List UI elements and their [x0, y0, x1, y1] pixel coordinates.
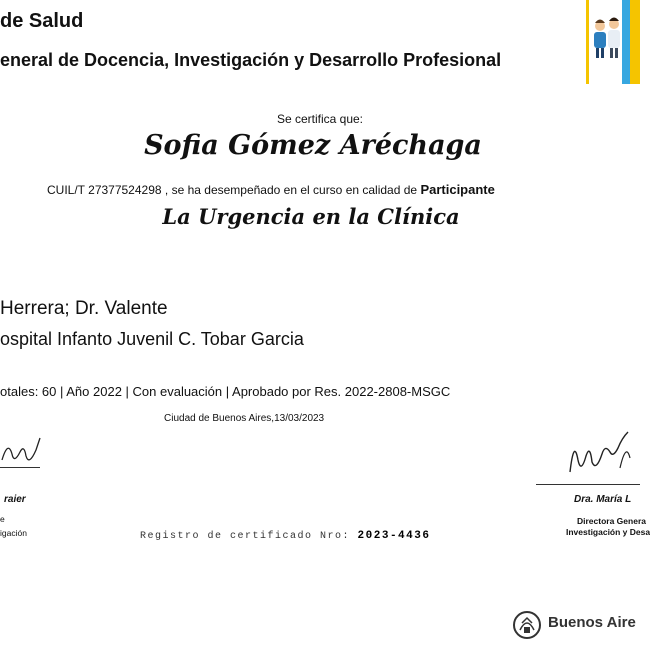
recipient-name: Sofia Gómez Aréchaga — [144, 130, 482, 161]
certify-label: Se certifica que: — [276, 112, 364, 126]
right-signature-line — [536, 484, 640, 485]
instructors: Herrera; Dr. Valente — [0, 298, 168, 319]
role-text: , se ha desempeñado en el curso en calidad de — [164, 183, 418, 197]
registry-label: Registro de certificado Nro: — [140, 531, 351, 542]
ministry-title: de Salud — [0, 10, 84, 32]
institution: ospital Infanto Juvenil C. Tobar Garcia — [0, 329, 304, 349]
left-signer-title-1: e — [0, 514, 5, 524]
doctors-logo-icon — [586, 0, 640, 84]
course-info: otales: 60 | Año 2022 | Con evaluación | Aprobado por Res. 2022-2808-MSGC — [0, 384, 451, 399]
certificate-registry — [140, 530, 430, 542]
role-value: Participante — [420, 182, 495, 197]
cuil-number: 27377524298 — [88, 183, 162, 197]
left-signer-name: raier — [4, 494, 26, 505]
direction-title: eneral de Docencia, Investigación y Desarrollo Profesional — [0, 50, 502, 70]
right-signer-title-1: Directora Genera — [577, 516, 646, 526]
registry-number: 2023-4436 — [357, 530, 431, 542]
footer-brand: Buenos Aire — [548, 614, 636, 631]
right-signature-icon — [560, 428, 640, 480]
cuil-line — [47, 182, 495, 197]
course-name: La Urgencia en la Clínica — [162, 204, 460, 229]
left-signature-icon — [0, 430, 60, 478]
city-date: Ciudad de Buenos Aires,13/03/2023 — [164, 413, 325, 424]
ba-city-emblem-icon — [512, 610, 542, 640]
left-signature-line — [0, 467, 40, 468]
right-signer-name: Dra. María L — [574, 494, 632, 505]
right-signer-title-2: Investigación y Desa — [566, 527, 650, 537]
left-signer-title-2: igación — [0, 528, 27, 538]
cuil-label: CUIL/T — [47, 183, 85, 197]
